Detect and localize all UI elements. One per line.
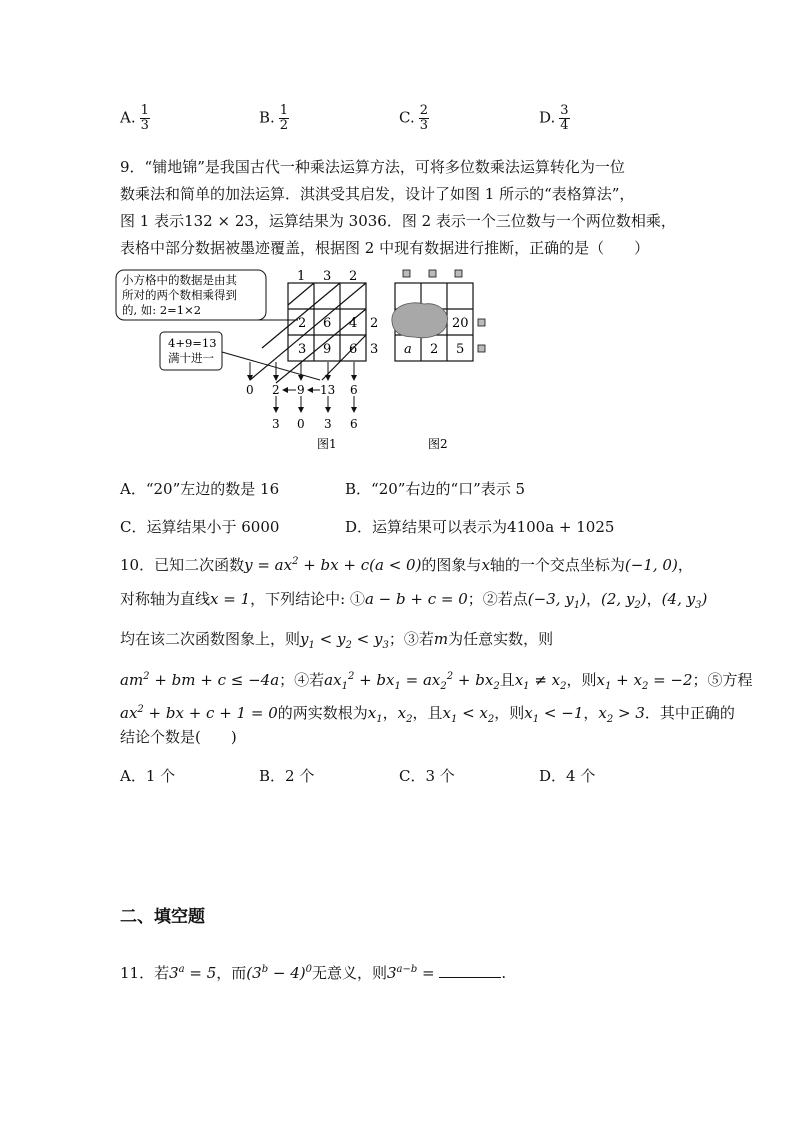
cell-r2c1: 3 xyxy=(298,342,307,357)
q9-option-d[interactable]: D．运算结果可以表示为4100a + 1025 xyxy=(345,518,615,536)
sum-digit-5: 6 xyxy=(350,383,358,397)
sum-digit-2: 2 xyxy=(272,383,280,397)
section-title: 二、填空题 xyxy=(120,907,205,927)
q10-line-3: 均在该二次函数图象上，则$y_1 < y_2 < y_3$；③若m为任意实数，则 xyxy=(120,630,554,651)
result-digit-2: 0 xyxy=(297,417,305,431)
q8-option-c[interactable]: C. $\frac{2}{3}$ xyxy=(399,103,428,133)
ink-blot xyxy=(392,303,448,338)
top-digit-3: 2 xyxy=(349,269,358,284)
q11: 11．若$3^a = 5$，而$(3^b - 4)^0$无意义，则$3^{a-b}$ = . xyxy=(120,964,507,982)
callout-2-line-1: 4+9=13 xyxy=(168,336,217,350)
q10-line-6: 结论个数是( ) xyxy=(120,728,237,746)
sum-digit-4: 13 xyxy=(320,383,336,397)
q10-line-1: 10．已知二次函数$y = ax^2$ + bx + c(a < 0)的图象与x轴的一个交点坐标为(−1, 0)， xyxy=(120,556,693,574)
result-digit-4: 6 xyxy=(350,417,358,431)
result-digit-1: 3 xyxy=(272,417,280,431)
figure-1-caption: 图1 xyxy=(317,437,337,451)
q10-line-2: 对称轴为直线x = 1，下列结论中: ①a − b + c = 0；②若点(−3, $y_1$)，(2, $y_2$)，(4, $y_3$) xyxy=(120,590,708,611)
figure-1-grid xyxy=(250,283,366,383)
callout-1-line-2: 所对的两个数相乘得到 xyxy=(122,288,237,302)
q8-option-a[interactable]: A. $\frac{1}{3}$ xyxy=(120,103,149,133)
q9-stem: 9．“铺地锦”是我国古代一种乘法运算方法，可将多位数乘法运算转化为一位 数乘法和简单的加法运算．淇淇受其启发，设计了如图 1 所示的“表格算法”， 图 1 表示132 × 23，运算结果为 3036．图 2 表示一个三位数与一个两位数相乘， 表格中部分数据被墨迹覆盖，根据图 2 中现有数据进行推断，正确的是（ ） xyxy=(120,158,676,257)
math-quadratic: $y = ax^2$ + bx + c(a < 0) xyxy=(244,556,422,574)
q9-option-a[interactable]: A．“20”左边的数是 16 xyxy=(120,480,280,498)
q9-figure xyxy=(110,262,510,457)
q9-option-b[interactable]: B．“20”右边的“口”表示 5 xyxy=(345,480,526,498)
q10-option-c[interactable]: C．3 个 xyxy=(399,767,455,785)
top-digit-2: 3 xyxy=(323,269,332,284)
cell-r1c3: 4 xyxy=(349,316,358,331)
callout-1-line-1: 小方格中的数据是由其 xyxy=(122,273,237,287)
figure-2-bottom-a: a xyxy=(404,342,412,357)
cell-r2c3: 6 xyxy=(349,342,358,357)
q10-option-b[interactable]: B．2 个 xyxy=(259,767,315,785)
sum-digit-3: 9 xyxy=(297,383,305,397)
sum-digit-1: 0 xyxy=(246,383,254,397)
figure-2-caption: 图2 xyxy=(428,437,448,451)
callout-1-line-3: 的, 如: 2=1×2 xyxy=(122,303,202,317)
result-digit-3: 3 xyxy=(324,417,332,431)
q10-line-5: $ax^2$ + bx + c + 1 = 0的两实数根为$x_1$，$x_2$，且$x_1 < x_2$，则$x_1 < -1$，$x_2 > 3$．其中正确的 xyxy=(120,704,735,725)
answer-blank[interactable] xyxy=(439,963,501,978)
q9-option-c[interactable]: C．运算结果小于 6000 xyxy=(120,518,280,536)
q10-option-d[interactable]: D．4 个 xyxy=(539,767,596,785)
right-digit-1: 2 xyxy=(370,316,379,331)
figure-2-bottom-5: 5 xyxy=(456,342,465,357)
figure-2-bottom-2: 2 xyxy=(430,342,439,357)
figure-2-value-20: 20 xyxy=(452,316,469,331)
top-digit-1: 1 xyxy=(297,269,306,284)
cell-r1c2: 6 xyxy=(323,316,332,331)
callout-2-line-2: 满十进一 xyxy=(168,351,214,365)
right-digit-2: 3 xyxy=(370,342,379,357)
cell-r1c1: 2 xyxy=(298,316,307,331)
q8-option-d[interactable]: D. $\frac{3}{4}$ xyxy=(539,103,569,133)
cell-r2c2: 9 xyxy=(323,342,332,357)
q10-line-4: $am^2$ + bm + c ≤ −4a；④若$ax_1^2 + bx_1 = ax_2^2 + bx_2$且$x_1 \ne x_2$，则$x_1 + x_2 = -2$；⑤方程 xyxy=(120,671,753,692)
q8-option-b[interactable]: B. $\frac{1}{2}$ xyxy=(259,103,289,133)
q10-option-a[interactable]: A．1 个 xyxy=(120,767,176,785)
